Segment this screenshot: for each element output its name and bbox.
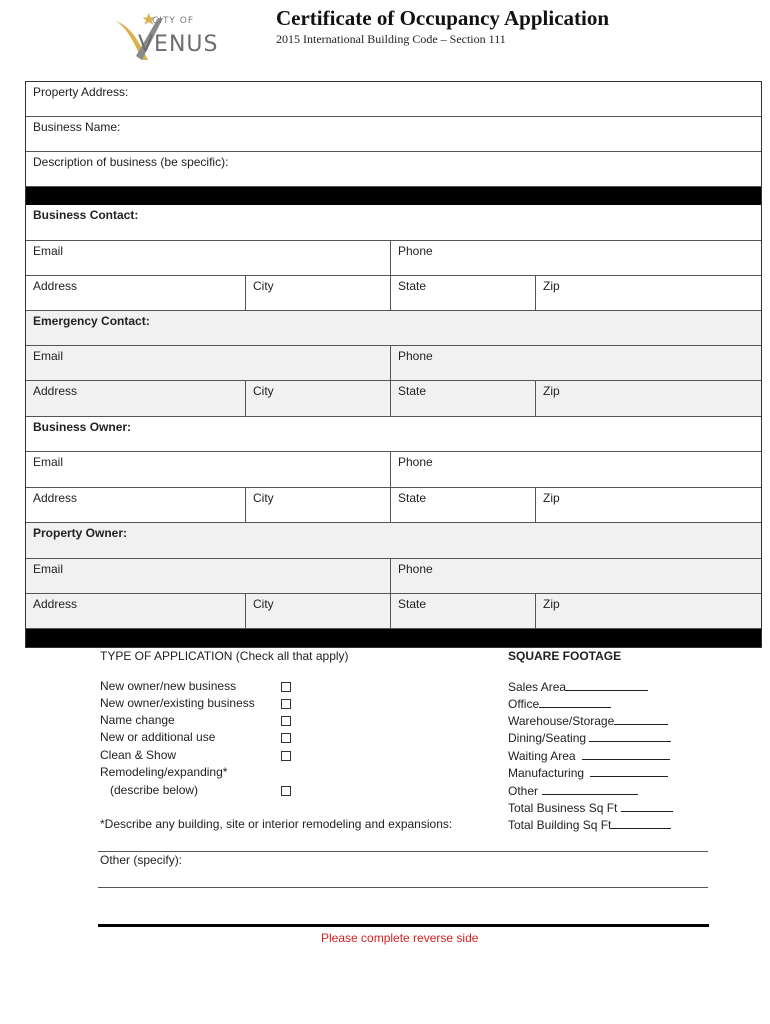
logo-city-of: CITY OF <box>152 16 195 26</box>
square-footage-heading: SQUARE FOOTAGE <box>508 649 622 663</box>
address-field[interactable] <box>26 488 245 522</box>
sqft-warehouse-storage[interactable]: Warehouse/Storage <box>508 713 668 728</box>
option-describe-below: (describe below) <box>110 783 199 797</box>
other-specify-label: Other (specify): <box>100 853 183 867</box>
option-new-owner-new-business: New owner/new business <box>100 679 237 693</box>
email-field[interactable] <box>26 241 390 275</box>
section-heading-row <box>26 523 761 559</box>
business-name-label: Business Name: <box>33 120 121 134</box>
address-field[interactable] <box>26 381 245 416</box>
reverse-side-note: Please complete reverse side <box>321 931 479 945</box>
zip-label: Zip <box>543 491 560 505</box>
zip-label: Zip <box>543 597 560 611</box>
description-row <box>26 152 761 187</box>
email-label: Email <box>33 562 64 576</box>
option-new-additional-use: New or additional use <box>100 730 216 744</box>
option-clean-show: Clean & Show <box>100 748 177 762</box>
logo-wordmark: VENUS <box>138 32 219 57</box>
page-subtitle: 2015 International Building Code – Section 111 <box>276 32 506 46</box>
other-specify-line[interactable] <box>98 887 708 888</box>
city-field[interactable] <box>245 381 390 416</box>
checkbox-new-owner-existing-business[interactable] <box>281 699 291 709</box>
description-line[interactable] <box>98 851 708 852</box>
contact-row <box>26 346 761 381</box>
section-divider-bar <box>26 187 761 205</box>
state-label: State <box>398 279 427 293</box>
phone-label: Phone <box>398 562 433 576</box>
phone-label: Phone <box>398 455 433 469</box>
option-name-change: Name change <box>100 713 175 727</box>
sqft-office[interactable]: Office <box>508 696 611 711</box>
description-field[interactable] <box>26 152 761 186</box>
phone-field[interactable] <box>390 241 761 275</box>
contact-row <box>26 559 761 594</box>
section-divider-bar <box>26 629 761 647</box>
state-label: State <box>398 491 427 505</box>
address-label: Address <box>33 279 78 293</box>
business-name-row <box>26 117 761 152</box>
property-owner-heading: Property Owner: <box>33 526 128 540</box>
city-label: City <box>253 597 274 611</box>
phone-field[interactable] <box>390 346 761 380</box>
sqft-other[interactable]: Other <box>508 783 638 798</box>
phone-label: Phone <box>398 349 433 363</box>
section-heading-row <box>26 205 761 241</box>
state-field[interactable] <box>390 381 535 416</box>
checkbox-clean-show[interactable] <box>281 751 291 761</box>
sqft-dining-seating[interactable]: Dining/Seating <box>508 730 671 745</box>
city-logo <box>108 12 233 64</box>
zip-field[interactable] <box>535 488 761 522</box>
contact-row <box>26 452 761 488</box>
email-field[interactable] <box>26 559 390 593</box>
city-field[interactable] <box>245 594 390 628</box>
address-label: Address <box>33 597 78 611</box>
property-address-row <box>26 82 761 117</box>
email-label: Email <box>33 349 64 363</box>
phone-field[interactable] <box>390 452 761 487</box>
email-field[interactable] <box>26 452 390 487</box>
checkbox-new-owner-new-business[interactable] <box>281 682 291 692</box>
section-heading-row <box>26 311 761 346</box>
address-row <box>26 594 761 629</box>
zip-field[interactable] <box>535 594 761 628</box>
address-row <box>26 276 761 311</box>
state-field[interactable] <box>390 594 535 628</box>
property-address-field[interactable] <box>26 82 761 116</box>
contact-row <box>26 241 761 276</box>
business-name-field[interactable] <box>26 117 761 151</box>
address-field[interactable] <box>26 594 245 628</box>
email-label: Email <box>33 455 64 469</box>
remodeling-note: *Describe any building, site or interior remodeling and expansions: <box>100 817 453 831</box>
state-label: State <box>398 384 427 398</box>
option-new-owner-existing-business: New owner/existing business <box>100 696 255 710</box>
sqft-manufacturing[interactable]: Manufacturing <box>508 765 668 780</box>
city-label: City <box>253 491 274 505</box>
state-label: State <box>398 597 427 611</box>
phone-label: Phone <box>398 244 433 258</box>
email-label: Email <box>33 244 64 258</box>
sqft-sales-area[interactable]: Sales Area <box>508 679 648 694</box>
property-address-label: Property Address: <box>33 85 129 99</box>
zip-label: Zip <box>543 384 560 398</box>
description-label: Description of business (be specific): <box>33 155 229 169</box>
application-form-table <box>25 81 762 648</box>
address-label: Address <box>33 384 78 398</box>
state-field[interactable] <box>390 488 535 522</box>
address-row <box>26 381 761 417</box>
zip-label: Zip <box>543 279 560 293</box>
city-label: City <box>253 279 274 293</box>
address-label: Address <box>33 491 78 505</box>
email-field[interactable] <box>26 346 390 380</box>
option-remodeling: Remodeling/expanding* <box>100 765 228 779</box>
city-field[interactable] <box>245 276 390 310</box>
sqft-waiting-area[interactable]: Waiting Area <box>508 748 670 763</box>
business-contact-heading: Business Contact: <box>33 208 139 222</box>
footer-rule <box>98 924 709 927</box>
phone-field[interactable] <box>390 559 761 593</box>
zip-field[interactable] <box>535 276 761 310</box>
sqft-total-building[interactable]: Total Building Sq Ft <box>508 817 671 832</box>
emergency-contact-heading: Emergency Contact: <box>33 314 150 328</box>
address-row <box>26 488 761 523</box>
page-title: Certificate of Occupancy Application <box>276 6 610 30</box>
application-type-heading: TYPE OF APPLICATION (Check all that apply) <box>100 649 349 663</box>
checkbox-remodeling[interactable] <box>281 786 291 796</box>
state-field[interactable] <box>390 276 535 310</box>
zip-field[interactable] <box>535 381 761 416</box>
business-owner-heading: Business Owner: <box>33 420 132 434</box>
city-field[interactable] <box>245 488 390 522</box>
checkbox-name-change[interactable] <box>281 716 291 726</box>
city-label: City <box>253 384 274 398</box>
address-field[interactable] <box>26 276 245 310</box>
section-heading-row <box>26 417 761 452</box>
checkbox-new-additional-use[interactable] <box>281 733 291 743</box>
sqft-total-business[interactable]: Total Business Sq Ft <box>508 800 673 815</box>
